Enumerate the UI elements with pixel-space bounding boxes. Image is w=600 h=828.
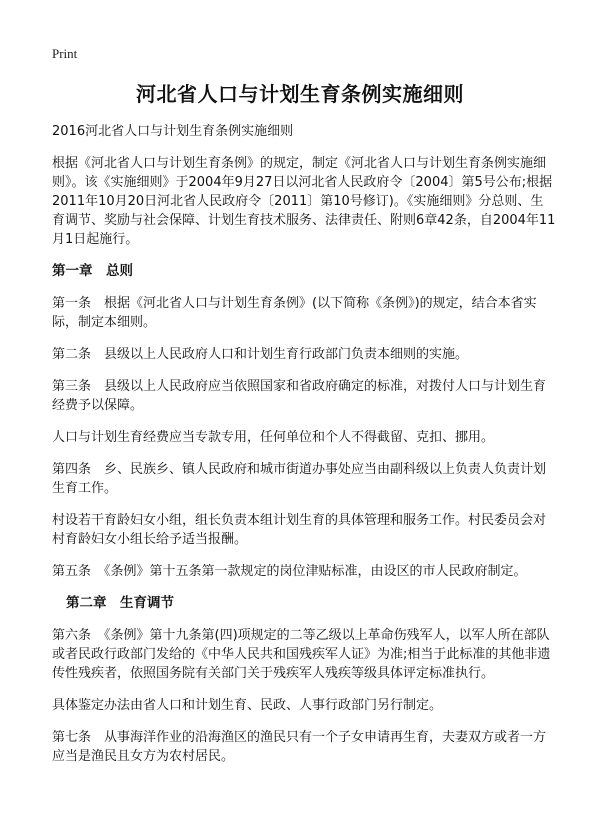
article-6-paragraph-2: 具体鉴定办法由省人口和计划生育、民政、人事行政部门另行制定。 [52, 698, 443, 713]
article-2: 第二条 县级以上人民政府人口和计划生育行政部门负责本细则的实施。 [52, 347, 469, 362]
intro-paragraph: 根据《河北省人口与计划生育条例》的规定，制定《河北省人口与计划生育条例实施细则》。该《实施细则》于2004年9月27日以河北省人民政府令〔2004〕第5号公布;根据2011年10月20日河北省人民政府令〔2011〕第10号修订)。《实施细则》分总则、生育调节、奖励与社会保障、计划生育技术服务、法律责任、附则6章42条，自2004年11月1日起施行。 [52, 156, 556, 247]
page-title: 河北省人口与计划生育条例实施细则 [136, 82, 464, 106]
article-1: 第一条 根据《河北省人口与计划生育条例》(以下简称《条例》)的规定，结合本省实际，制定本细则。 [52, 296, 537, 330]
article-4: 第四条 乡、民族乡、镇人民政府和城市街道办事处应当由副科级以上负责人负责计划生育工作。 [52, 462, 547, 496]
print-link[interactable]: Print [52, 46, 78, 61]
article-6: 第六条 《条例》第十九条第(四)项规定的二等乙级以上革命伤残军人，以军人所在部队或者民政行政部门发给的《中华人民共和国残疾军人证》为准;相当于此标准的其他非遗传性残疾者，依照国务院有关部门关于残疾军人残疾等级具体评定标准执行。 [52, 628, 551, 681]
article-3-paragraph-2: 人口与计划生育经费应当专款专用，任何单位和个人不得截留、克扣、挪用。 [52, 430, 495, 445]
document-body [52, 122, 556, 779]
document-subtitle: 2016河北省人口与计划生育条例实施细则 [52, 124, 294, 139]
article-3: 第三条 县级以上人民政府应当依照国家和省政府确定的标准，对拨付人口与计划生育经费予以保障。 [52, 379, 547, 413]
chapter-heading-2: 第二章 生育调节 [66, 595, 174, 611]
article-5: 第五条 《条例》第十五条第一款规定的岗位津贴标准，由设区的市人民政府制定。 [52, 564, 527, 579]
article-7: 第七条 从事海洋作业的沿海渔区的渔民只有一个子女申请再生育，夫妻双方或者一方应当是渔民且女方为农村居民。 [52, 730, 547, 764]
article-4-paragraph-2: 村设若干育龄妇女小组，组长负责本组计划生育的具体管理和服务工作。村民委员会对村育龄妇女小组长给予适当报酬。 [52, 513, 547, 547]
chapter-heading-1: 第一章 总则 [52, 263, 133, 279]
